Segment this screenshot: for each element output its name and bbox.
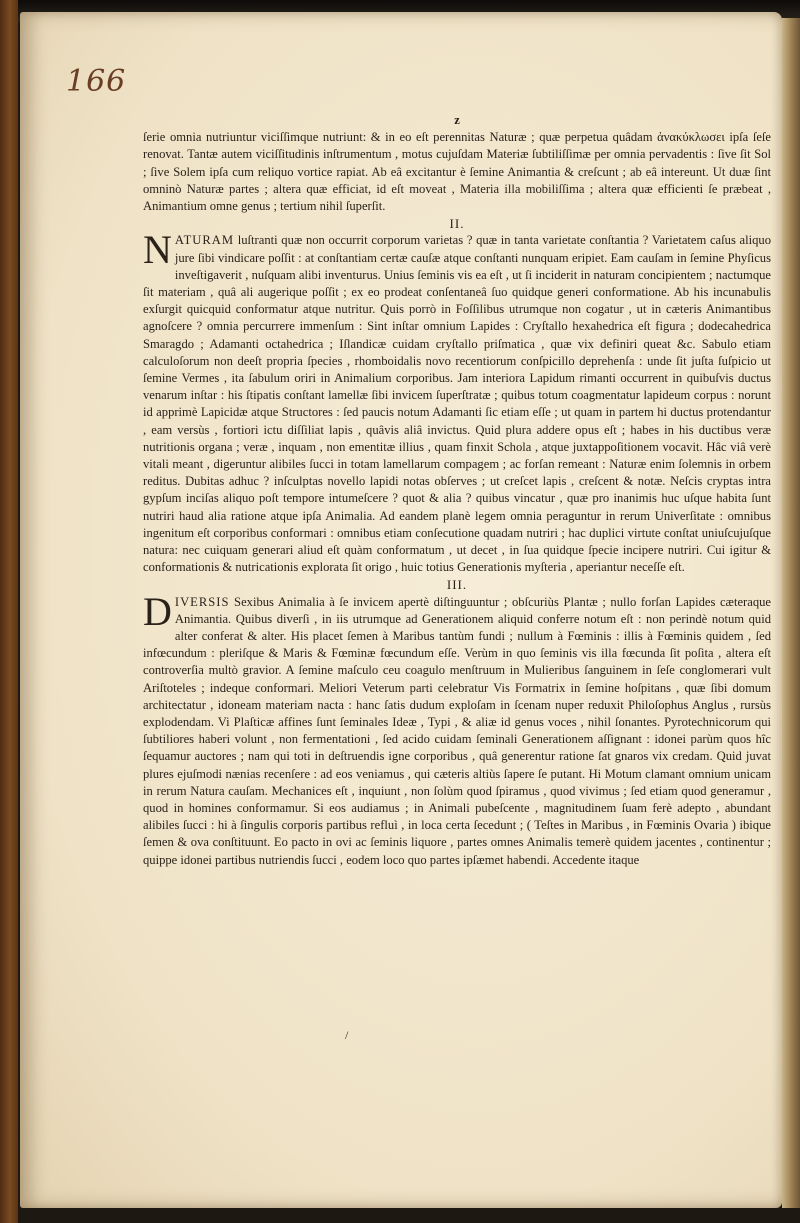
signature-mark: z	[454, 113, 460, 127]
section-numeral-2: II.	[449, 216, 465, 232]
stray-mark: /	[345, 1028, 349, 1042]
page-text	[143, 112, 771, 869]
section-3-body: Sexibus Animalia à ſe invicem apertè diſtinguuntur ; obſcuriùs Plantæ ; nullo forſan Lapides cæteraque Animantia. Quibus diverſi , in iis utrumque ad Generationem aliquid conferre notum eſt : non perindè notum quid alter conferat & alter. His placet ſemen à Maribus tantùm fundi ; nullum à Fœminis : illis à Fœminis quidem , ſed infœcundum : pleriſque & Maris & Fœminæ fœcundum eſſe. Verùm in quo ſeminis vis illa fœcunda ſit poſita , altera eſt controverſia multò gravior. A ſemine maſculo ceu coagulo menſtruum in Mulieribus ſanguinem in ſeſe conglomerari vult Ariſtoteles ; indeque conformari. Meliori Veterum parti celebratur Vis Formatrix in ſemine hoſpitans , quæ ſibi domum architectatur , idoneam materiam nacta : hanc ſatis dudum exploſam in ſcenam nuper reduxit Philoſophus Anglus , rursùs explodendam. Vi Plaſticæ affines ſunt ſeminales Ideæ , Typi , & aliæ id genus voces , nihil ſonantes. Pyrotechnicorum qui ſubtiliores haberi volunt , non fermentationi , ſed acido cuidam ſeminali Generationem aſſignant : idonei parùm quos hîc ſequamur auctores ; nam qui toti in deſtruendis igne corporibus , quâ generentur ratione ſat gnaros vix credam. Quid juvat plures ejuſmodi nænias recenſere : ad eos veniamus , qui cæteris altiùs ſapere ſe putant. Hi Motum clamant omnium unicam in rerum Natura cauſam. Mechanices eſt , inquiunt , non ſolùm quod ſpiramus , quod vivimus ; ſed etiam quod generamur , quod in homines conformamur. Si eos audiamus ; in Animali pubeſcente , magnitudinem ſuam ferè adepto , abundant alibiles ſucci : hi à ſingulis corporis partibus refluì , in loca certa ſecedunt ; ( Teſtes in Maribus , in Fœminis Ovaria ) ibique ſemen & ova conſtituunt. Eo pacto in ovi ac ſeminis liquore , partes omnes Animalis temerè quidem jacentes , continentur ; quippe idonei partibus nutriendis ſucci , eodem loco quo partes ipſæmet habendi. Accedente itaque	[143, 594, 771, 867]
section-numeral-3: III.	[446, 577, 468, 593]
page-number: 166	[66, 64, 127, 99]
section-2-lead: ATURAM	[174, 233, 235, 248]
page-edge	[782, 18, 800, 1208]
drop-cap-n: N	[143, 227, 172, 273]
section-2-body: luſtranti quæ non occurrit corporum varietas ? quæ in tanta varietate conſtantia ? Varietatem caſus aliquo jure ſibi vindicare poſſit : at conſtantiam certæ cauſæ atque conſtanti nunquam eripiet. Eam cauſam in ſemine Phyſicus inveſtigaverit , nuſquam alibi inventurus. Unius ſeminis vis ea eſt , ut ſi inciderit in naturam concipientem ; nactumque ſit materiam , quâ ali augerique poſſit ; ex eo prodeat conſentaneâ ſuo quidque generi conformatione. Ab his incunabulis exſurgit quicquid conformatur atque nutritur. Quis porrò in Foſſilibus utrumque non cogatur , ut in cæteris Animantibus agnoſcere ? omnia percurrere immenſum : Sint inſtar omnium Lapides : Cryſtallo hexahedrica eſt figura ; dodecahedrica Smaragdo ; Adamanti octahedrica ; Iſlandicæ cuidam cryſtallo priſmatica , quæ vix definiri queat &c. Sabulo etiam calculoſorum non deeſt propria ſpecies , rhomboidalis novo recentiorum conſpicillo deprehenſa : unde ſit juſta ſuſpicio ut ſemine Vermes , ita ſabulum oriri in Animalium corporibus. Jam interiora Lapidum rimanti occurrent in quibuſvis ductus venarum inſtar : his ſtipatis conſtant lamellæ ſibi invicem ſuperſtratæ ; quibus totum coagmentatur lapideum corpus : norunt id apprimè Lapicidæ atque Structores : ſed paucis notum Adamanti ſic etiam eſſe ; ut quam in partem hi ductus protendantur , eam versùs , fortiori ictu diſſiliat lapis , quâvis aliâ invictus. Quid plura addere opus eſt ; habes in his ductibus veræ nutritionis organa ; veræ , inquam , non ementitæ illius , quam finxit Schola , atque juxtappoſitionem vocavit. Hâc viâ verè vitali meant , digeruntur alibiles ſucci in totam lamellarum compagem ; ac forſan remeant : Naturæ enim ſolemnis in orbem reditus. Dubitas adhuc ? inſculptas novello lapidi notas obſerves ; ut creſcet lapis , creſcent & notæ. Neſcis cryptas intra gypſum inciſas aliquo poſt tempore intumeſcere ? quot & alia ? quibus vincatur , quæ pro inanimis huc uſque habita ſunt nutriri haud alia ratione atque ipſa Animalia. Ad eandem planè legem omnia peraguntur in rerum Univerſitate : omnibus ingenitum eſt corporibus conformari : omnibus etiam conſecutione quadam nutriri ; hac duplici virtute conſtat uniuſcujuſque natura: nec cuiquam generari aliud eſt quàm conformatum , ut decet , in ſua quidque ſpecie incipere nutriri. Cui igitur & conformationis & nutricationis explorata ſit origo , huic totius Generationis myſteria , aperiantur neceſſe eſt.	[143, 233, 771, 575]
drop-cap-d: D	[143, 588, 172, 634]
paragraph-intro	[143, 129, 771, 215]
book-spine	[0, 0, 18, 1223]
paragraph-intro-text: ſerie omnia nutriuntur viciſſimque nutriunt: & in eo eſt perennitas Naturæ ; quæ perpetua quâdam ἀνακύκλωσει ipſa ſeſe renovat. Tantæ autem viciſſitudinis inſtrumentum , motus cujuſdam Materiæ ſubtiliſſimæ per omnia pervadentis : ſive ſit Sol ; ſive Solem ipſa cum reliquo vortice rapiat. Ab eâ excitantur è ſemine Animantia & creſcunt ; ab eâ intereunt. Ut duæ ſint omninò Naturæ partes ; altera quæ efficiat, id eſt moveat , Materia illa mobiliſſima ; altera quæ efficienti ſe præbeat , Animantium omne genus ; tertium nihil ſuperſit.	[143, 130, 771, 213]
section-3-lead: IVERSIS	[174, 594, 230, 609]
paragraph-section-2	[143, 227, 771, 576]
paragraph-section-3	[143, 588, 771, 869]
